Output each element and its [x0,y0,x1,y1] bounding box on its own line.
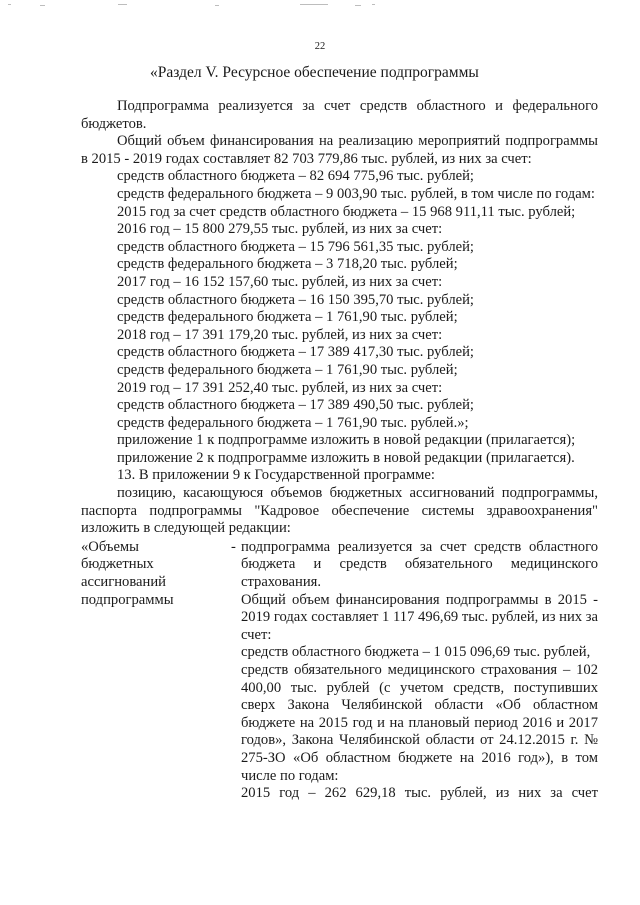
passport-table [81,539,598,803]
paragraph: средств федерального бюджета – 3 718,20 тыс. рублей; [117,256,458,273]
passport-label-line: бюджетных [81,556,154,573]
passport-label-line: ассигнований [81,574,166,591]
paragraph: средств федерального бюджета – 9 003,90 тыс. рублей, в том числе по годам: [117,185,595,202]
paragraph: Подпрограмма реализуется за счет средств областного и федерального бюджетов. [81,98,598,132]
passport-label-line: подпрограммы [81,591,174,608]
paragraph: 2018 год – 17 391 179,20 тыс. рублей, из них за счет: [117,326,443,343]
passport-label-column [81,539,231,803]
passport-value-paragraph: Общий объем финансирования подпрограммы в 2015 - 2019 годах составляет 1 117 496,69 тыс. рублей, из них за счет: [241,591,598,643]
passport-label-line: «Объемы [81,538,139,555]
paragraph: 13. В приложении 9 к Государственной программе: [117,467,435,484]
paragraph: средств областного бюджета – 15 796 561,35 тыс. рублей; [117,238,474,255]
paragraph: приложение 2 к подпрограмме изложить в новой редакции (прилагается). [117,449,575,466]
passport-value-paragraph: 2015 год – 262 629,18 тыс. рублей, из них за счет [241,785,598,802]
page-number: 22 [314,41,326,52]
paragraph: 2017 год – 16 152 157,60 тыс. рублей, из них за счет: [117,273,443,290]
passport-value-paragraph: средств обязательного медицинского страхования – 102 400,00 тыс. рублей (с учетом средств, поступивших сверх Закона Челябинской области «Об областном бюджете на 2015 год и на плановый период 2016 и 2017 годов», Закона Челябинской области от 24.12.2015 г. № 275-ЗО «Об областном бюджете на 2016 год»), в том числе по годам: [241,662,598,784]
paragraph-list [81,98,598,538]
paragraph: средств областного бюджета – 82 694 775,96 тыс. рублей; [117,168,474,185]
scan-artifact-strip [0,2,640,10]
paragraph: приложение 1 к подпрограмме изложить в новой редакции (прилагается); [117,432,576,449]
document-body [81,98,598,803]
paragraph: средств федерального бюджета – 1 761,90 тыс. рублей; [117,361,458,378]
paragraph: средств областного бюджета – 17 389 490,50 тыс. рублей; [117,397,474,414]
paragraph: средств федерального бюджета – 1 761,90 тыс. рублей.»; [117,414,469,431]
section-heading: «Раздел V. Ресурсное обеспечение подпрограммы [150,64,479,81]
paragraph: позицию, касающуюся объемов бюджетных ассигнований подпрограммы, паспорта подпрограммы "Кадровое обеспечение системы здравоохранения" изложить в следующей редакции: [81,485,598,537]
paragraph: средств областного бюджета – 17 389 417,30 тыс. рублей; [117,344,474,361]
paragraph: 2019 год – 17 391 252,40 тыс. рублей, из них за счет: [117,379,443,396]
paragraph: Общий объем финансирования на реализацию мероприятий подпрограммы в 2015 - 2019 годах составляет 82 703 779,86 тыс. рублей, из них за счет: [81,133,598,167]
passport-dash-column [231,539,241,803]
passport-value-column [241,539,598,803]
passport-value-paragraph: подпрограмма реализуется за счет средств областного бюджета и средств обязательного медицинского страхования. [241,538,598,591]
paragraph: 2016 год – 15 800 279,55 тыс. рублей, из них за счет: [117,221,443,238]
paragraph: средств федерального бюджета – 1 761,90 тыс. рублей; [117,309,458,326]
paragraph: 2015 год за счет средств областного бюджета – 15 968 911,11 тыс. рублей; [117,203,576,220]
passport-value-paragraph: средств областного бюджета – 1 015 096,69 тыс. рублей, [241,644,591,661]
passport-dash: - [231,538,236,555]
paragraph: средств областного бюджета – 16 150 395,70 тыс. рублей; [117,291,474,308]
